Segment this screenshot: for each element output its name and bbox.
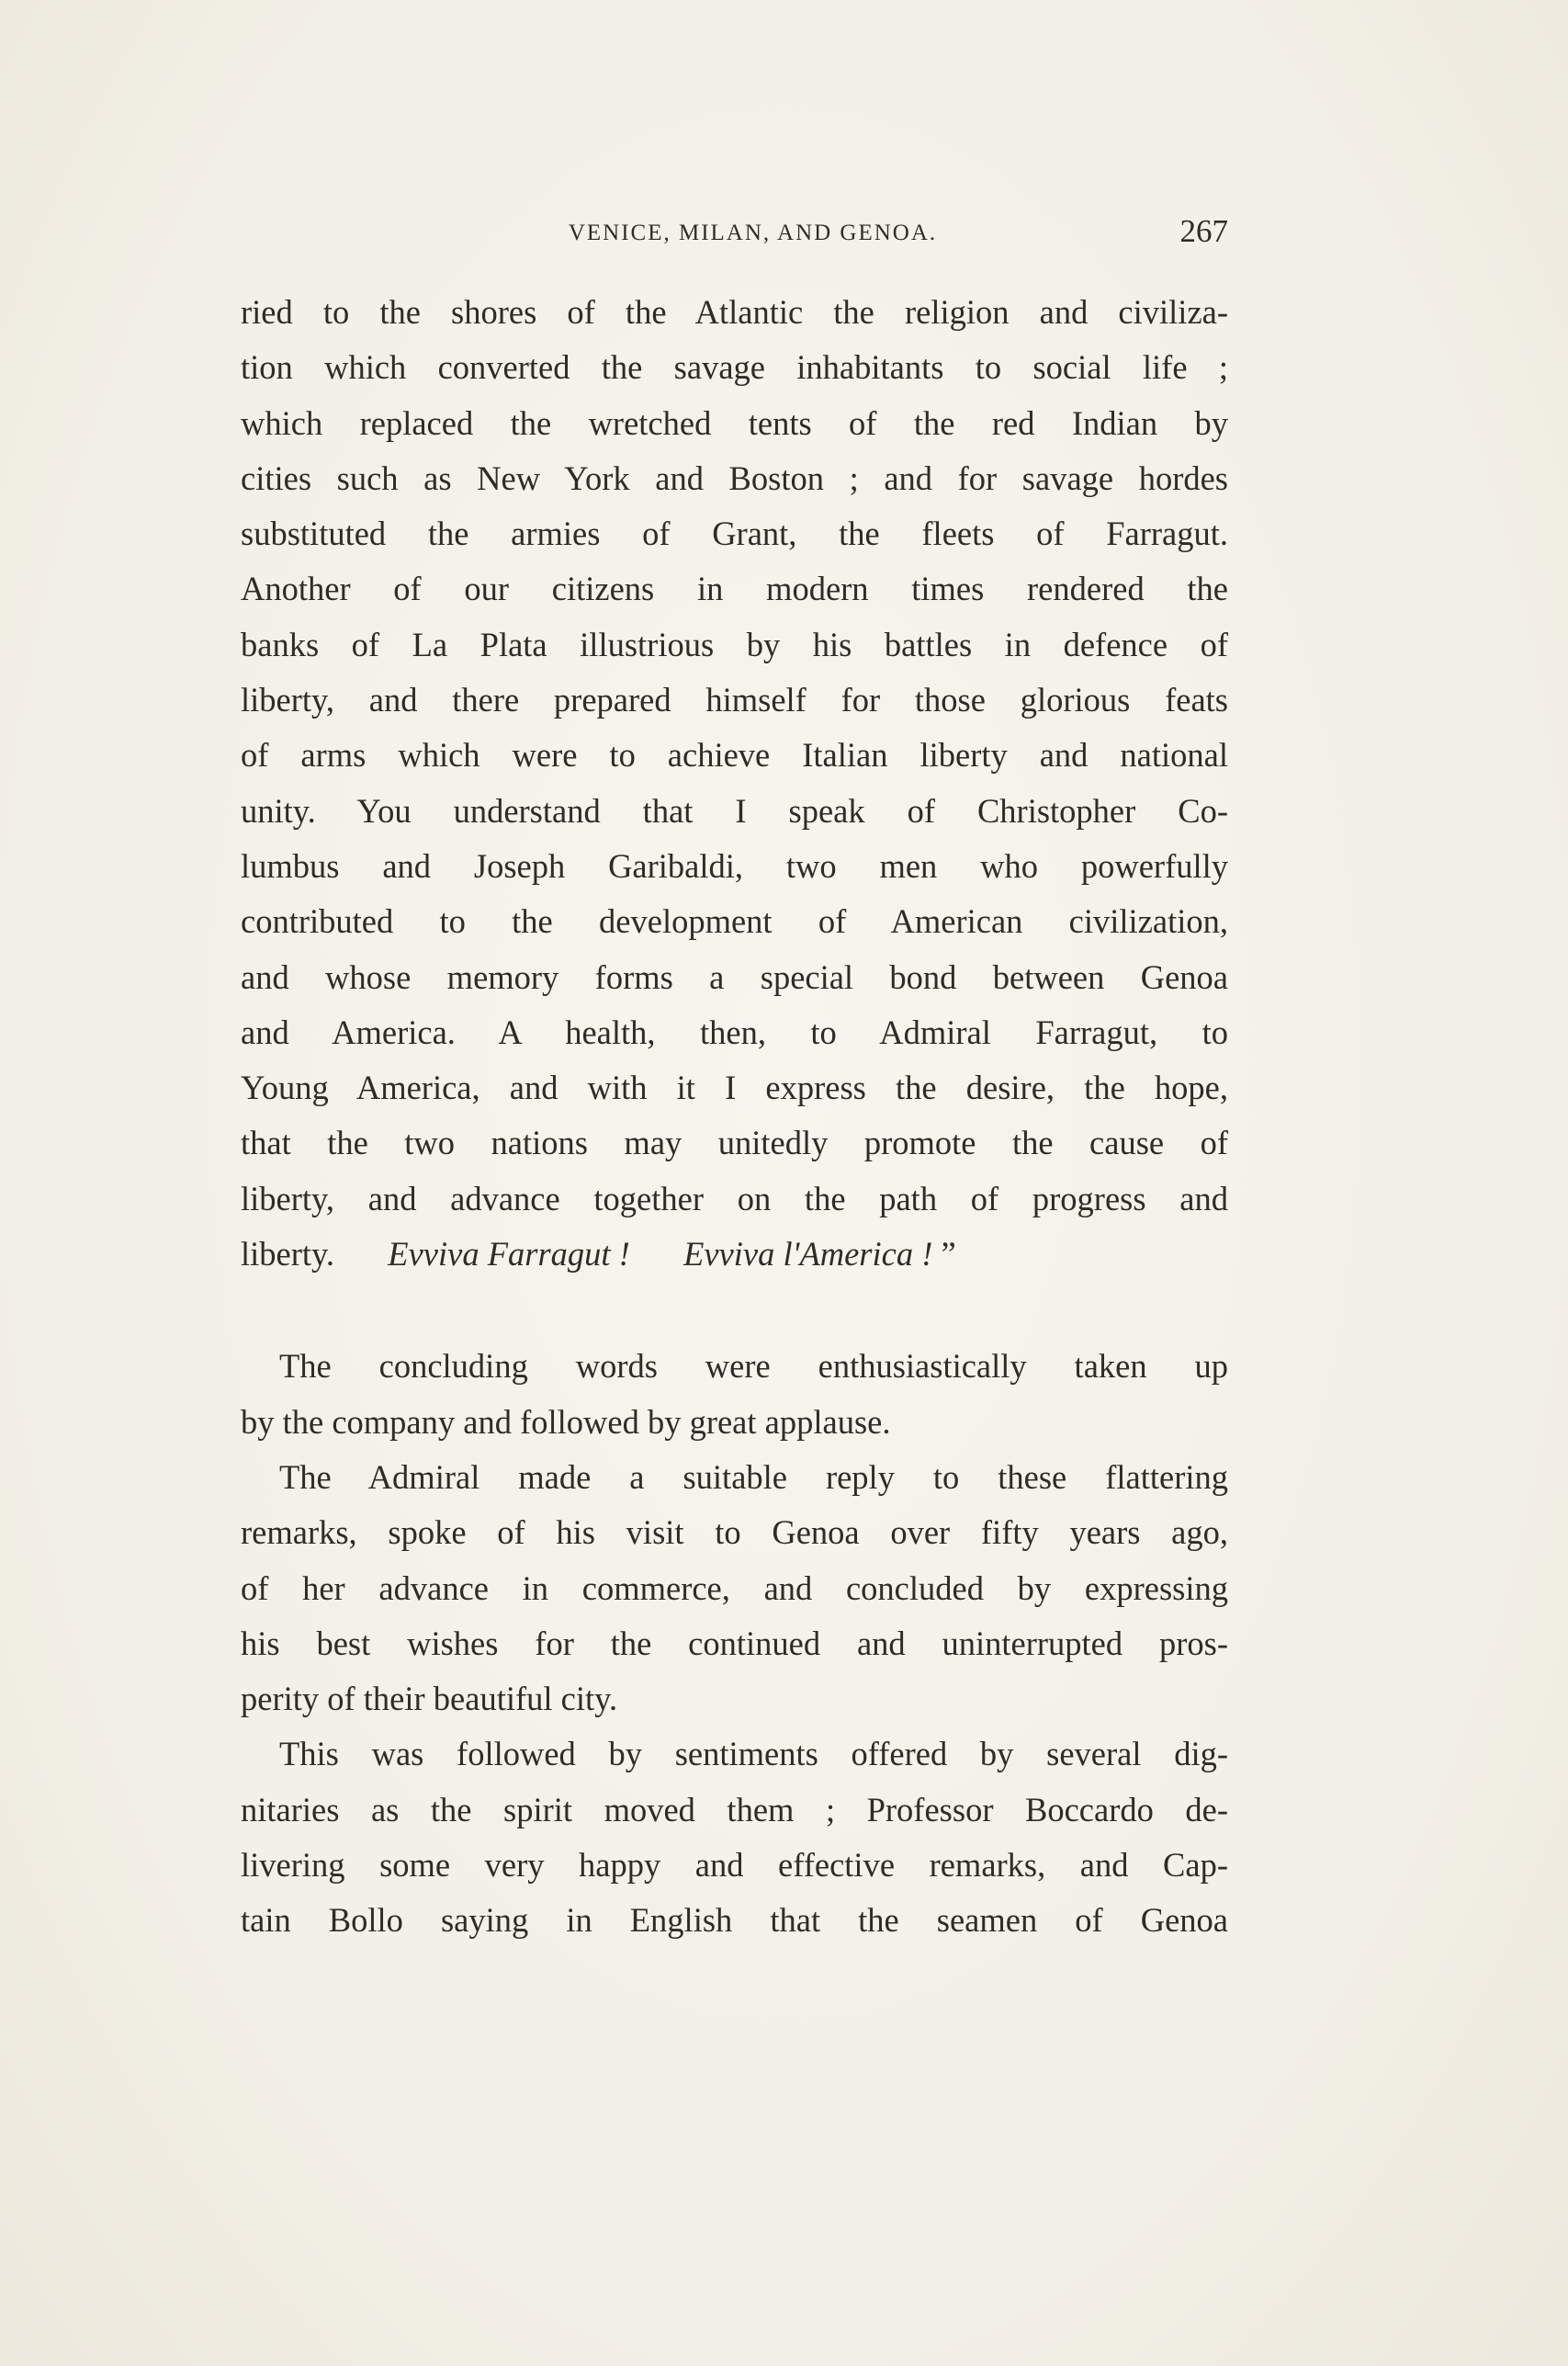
text-line: tain Bollo saying in English that the seamen of Genoa (241, 1901, 1228, 1940)
text-line: substituted the armies of Grant, the fleets of Farragut. (241, 515, 1228, 553)
text-line: remarks, spoke of his visit to Genoa over fifty years ago, (241, 1513, 1228, 1552)
text-line: lumbus and Joseph Garibaldi, two men who powerfully (241, 846, 1228, 885)
text-line: and America. A health, then, to Admiral Farragut, to (241, 1013, 1228, 1051)
text-line: perity of their beautiful city. (241, 1680, 618, 1718)
text-fragment: liberty. (241, 1235, 335, 1274)
text-line: ried to the shores of the Atlantic the religion and civiliza- (241, 293, 1228, 331)
text-line: cities such as New York and Boston ; and for savage hordes (241, 458, 1228, 497)
running-head-title: VENICE, MILAN, AND GENOA. (568, 221, 938, 245)
text-line-closing-quote (241, 1227, 1228, 1282)
text-line: livering some very happy and effective remarks, and Cap- (241, 1846, 1228, 1885)
closing-quote: ” (941, 1235, 956, 1274)
text-line: and whose memory forms a special bond between Genoa (241, 957, 1228, 996)
text-line: Another of our citizens in modern times rendered the (241, 570, 1228, 608)
page-number: 267 (1179, 213, 1228, 249)
text-line: liberty, and there prepared himself for those glorious feats (241, 681, 1228, 719)
text-line: nitaries as the spirit moved them ; Professor Boccardo de- (241, 1790, 1228, 1828)
text-line: of arms which were to achieve Italian liberty and national (241, 736, 1228, 775)
text-line: his best wishes for the continued and uninterrupted pros- (241, 1624, 1228, 1662)
text-line: banks of La Plata illustrious by his battles in defence of (241, 625, 1228, 663)
body-text (241, 285, 1228, 1949)
text-line: unity. You understand that I speak of Christopher Co- (241, 791, 1228, 830)
text-line: Young America, and with it I express the desire, the hope, (241, 1069, 1228, 1107)
text-line: The concluding words were enthusiastically taken up (279, 1347, 1228, 1386)
text-line: contributed to the development of American civilization, (241, 902, 1228, 941)
text-line: This was followed by sentiments offered by several dig- (279, 1735, 1228, 1773)
italic-phrase: Evviva Farragut ! (388, 1235, 630, 1274)
text-line: The Admiral made a suitable reply to these flattering (279, 1457, 1228, 1496)
text-line: which replaced the wretched tents of the red Indian by (241, 403, 1228, 442)
text-line: of her advance in commerce, and concluded by expressing (241, 1568, 1228, 1607)
text-line: tion which converted the savage inhabitants to social life ; (241, 348, 1228, 387)
italic-phrase: Evviva l'America ! (683, 1235, 933, 1274)
text-line: by the company and followed by great applause. (241, 1402, 891, 1441)
text-line: liberty, and advance together on the path of progress and (241, 1179, 1228, 1217)
running-head (241, 213, 1228, 259)
text-line: that the two nations may unitedly promote the cause of (241, 1124, 1228, 1162)
